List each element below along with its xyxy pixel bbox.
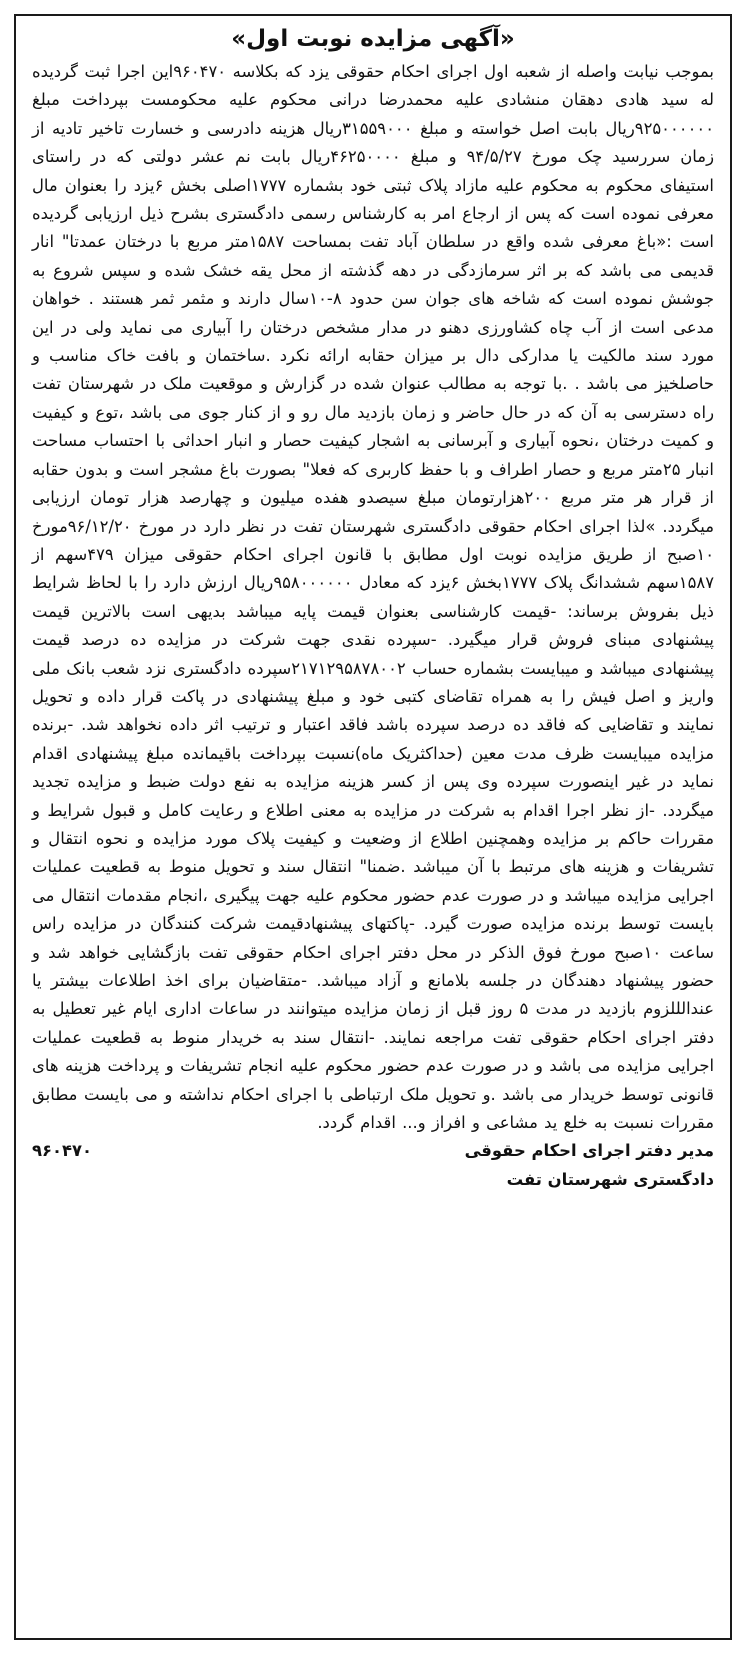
signature-office: مدیر دفتر اجرای احکام حقوقی bbox=[464, 1141, 714, 1161]
class-number: ۹۶۰۴۷۰ bbox=[32, 1141, 93, 1161]
notice-body: بموجب نیابت واصله از شعبه اول اجرای احکام حقوقی یزد که بکلاسه ۹۶۰۴۷۰این اجرا ثبت گردیده له سید هادی دهقان منشادی علیه محمدرضا درانی محکوم علیه محکومست بپرداخت مبلغ ۹۲۵۰۰۰۰۰۰ریال بابت اصل خواسته و مبلغ ۳۱۵۵۹۰۰۰ریال هزینه دادرسی و خسارت تاخیر تادیه از زمان سررسید چک مورخ ۹۴/۵/۲۷ و مبلغ ۴۶۲۵۰۰۰۰ریال بابت نم عشر دولتی که در راستای استیفای محکوم به محکوم علیه مازاد پلاک ثبتی خود بشماره ۱۷۷۷اصلی بخش ۶یزد را بعنوان مال معرفی نموده است که پس از ارجاع امر به کارشناس رسمی دادگستری بشرح ذیل ارزیابی گردیده است :«باغ معرفی شده واقع در سلطان آباد تفت بمساحت ۱۵۸۷متر مربع با درختان عمدتا" انار قدیمی می باشد که بر اثر سرمازدگی در دهه گذشته از محل یقه خشک شده و سپس شروع به جوشش نموده است که شاخه های جوان سن حدود ۸-۱۰سال دارند و مثمر ثمر هستند . خواهان مدعی است از آب چاه کشاورزی دهنو در مدار مشخص درختان را آبیاری می نماید ولی در این مورد سند مالکیت یا مدارکی دال بر میزان حقابه ارائه نکرد .ساختمان و بافت خاک مناسب و حاصلخیز می باشد . .با توجه به مطالب عنوان شده در گزارش و موقعیت ملک در شهرستان تفت راه دسترسی به آن که در حال حاضر و زمان بازدید مال رو و از کنار جوی می باشد ،توع و کیفیت و کمیت درختان ،نحوه آبیاری و آبرسانی به اشجار کیفیت حصار و انبار احداثی با احتساب مساحت انبار ۲۵متر مربع و حصار اطراف و با حفظ کاربری که فعلا" بصورت باغ مشجر است و بدون حقابه از قرار هر متر مربع ۲۰۰هزارتومان مبلغ سیصدو هفده میلیون و چهارصد هزار تومان ارزیابی میگردد. »لذا اجرای احکام حقوقی دادگستری شهرستان تفت در نظر دارد در مورخ ۹۶/۱۲/۲۰مورخ ۱۰صبح از طریق مزایده نوبت اول مطابق با قانون اجرای احکام حقوقی میزان ۴۷۹سهم از ۱۵۸۷سهم ششدانگ پلاک ۱۷۷۷بخش ۶یزد که معادل ۹۵۸۰۰۰۰۰۰ریال ارزش دارد را با لحاظ شرایط ذیل بفروش برساند: -قیمت کارشناسی بعنوان قیمت پایه میباشد بدیهی است بالاترین قیمت پیشنهادی مبنای فروش قرار میگیرد. -سپرده نقدی جهت شرکت در مزایده ده درصد قیمت پیشنهادی میباشد و میبایست بشماره حساب ۲۱۷۱۲۹۵۸۷۸۰۰۲سپرده دادگستری نزد شعب بانک ملی واریز و اصل فیش را به همراه تقاضای کتبی خود و مبلغ پیشنهادی در پاکت قرار داده و تحویل نمایند و تقاضایی که فاقد ده درصد سپرده باشد فاقد اعتبار و ترتیب اثر داده نخواهد شد. -برنده مزایده میبایست ظرف مدت معین (حداکثریک ماه)نسبت بپرداخت باقیمانده مبلغ پیشنهادی اقدام نماید در غیر اینصورت سپرده وی پس از کسر هزینه مزایده به نفع دولت ضبط و مزایده تجدید میگردد. -از نظر اجرا اقدام به شرکت در مزایده به معنی اطلاع و رعایت کامل و قبول شرایط و مقررات حاکم بر مزایده وهمچنین اطلاع از وضعیت و کیفیت پلاک مورد مزایده و نحوه انتقال و تشریفات و هزینه های مرتبط با آن میباشد .ضمنا" انتقال سند و تحویل منوط به قطعیت عملیات اجرایی مزایده میباشد و در صورت عدم حضور محکوم علیه جهت پیگیری ،انجام مقدمات انتقال می بایست توسط برنده مزایده صورت گیرد. -پاکتهای پیشنهادقیمت شرکت کنندگان در مزایده راس ساعت ۱۰صبح مورخ فوق الذکر در محل دفتر اجرای احکام حقوقی تفت بازگشایی خواهد شد و حضور پیشنهاد دهندگان در جلسه بلامانع و آزاد میباشد. -متقاضیان برای اخذ اطلاعات بیشتر یا عندالللزوم بازدید در مدت ۵ روز قبل از زمان مزایده میتوانند در ساعات اداری ایام غیر تعطیل به دفتر اجرای احکام حقوقی تفت مراجعه نمایند. -انتقال سند به خریدار منوط به قطعیت عملیات اجرایی مزایده می باشد و در صورت عدم حضور محکوم علیه انجام تشریفات و پرداخت هزینه های قانونی توسط خریدار می باشد .و تحویل ملک ارتباطی با اجرای احکام نداشته و می بایست مطابق مقررات نسبت به خلع ید مشاعی و افراز و... اقدام گردد. bbox=[32, 62, 715, 1133]
notice-box bbox=[14, 14, 732, 1640]
signature-court: دادگستری شهرستان تفت bbox=[506, 1169, 714, 1189]
signature-row bbox=[32, 1137, 714, 1165]
notice-title: «آگهی مزایده نوبت اول» bbox=[231, 26, 515, 52]
